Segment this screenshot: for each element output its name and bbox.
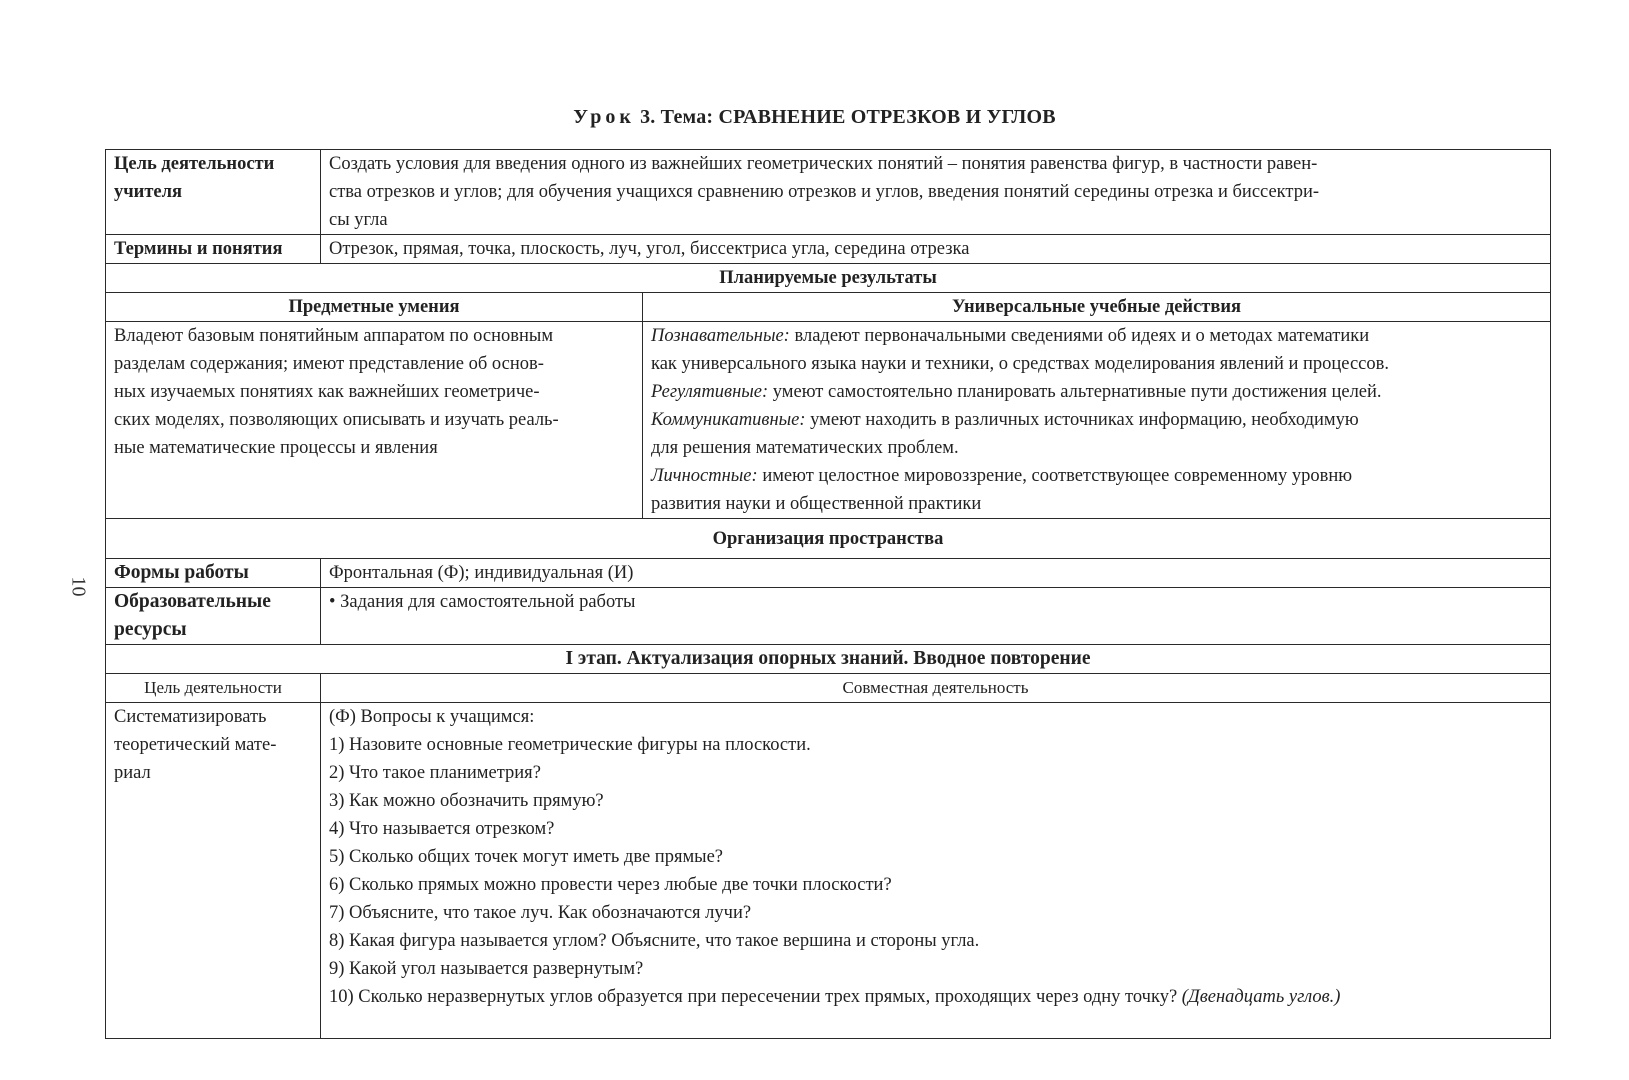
planned-results-header-row: [106, 264, 1551, 293]
stage1-goal-line: теоретический мате-: [114, 735, 277, 755]
stage1-activity-header: Совместная деятельность: [321, 674, 1551, 703]
uud-text: для решения математических проблем.: [651, 438, 959, 458]
question-item: 6) Сколько прямых можно провести через любые две точки плоскости?: [329, 875, 892, 895]
subject-skills-cell: [106, 322, 643, 519]
questions-intro: (Ф) Вопросы к учащимся:: [329, 707, 535, 727]
question-item-last: [329, 983, 1542, 1011]
page-title: [0, 106, 1629, 129]
uud-text: как универсального языка науки и техники, о средствах моделирования явлений и процессов.: [651, 354, 1390, 374]
stage1-header: I этап. Актуализация опорных знаний. Вводное повторение: [106, 645, 1551, 674]
question-item: 4) Что называется отрезком?: [329, 819, 555, 839]
question-item: 2) Что такое планиметрия?: [329, 763, 541, 783]
stage1-activity-cell: [321, 703, 1551, 1039]
resources-label-line2: ресурсы: [114, 619, 187, 640]
stage1-goal-cell: [106, 703, 321, 1039]
question-item: 3) Как можно обозначить прямую?: [329, 791, 604, 811]
uud-regulatory: [651, 378, 1542, 406]
uud-text: имеют целостное мировоззрение, соответствующее современному уровню: [757, 466, 1353, 486]
uud-text: развития науки и общественной практики: [651, 494, 982, 514]
uud-cell: [643, 322, 1551, 519]
goal-row: [106, 150, 1551, 235]
resources-row: [106, 588, 1551, 645]
space-header-row: [106, 519, 1551, 559]
question-text: 10) Сколько неразвернутых углов образуется при пересечении трех прямых, проходящих через одну точку?: [329, 987, 1182, 1007]
subject-skill-line: ных изучаемых понятиях как важнейших геометриче-: [114, 382, 540, 402]
terms-value: Отрезок, прямая, точка, плоскость, луч, угол, биссектриса угла, середина отрезка: [321, 235, 1551, 264]
space-header: Организация пространства: [106, 519, 1551, 559]
question-item: 9) Какой угол называется развернутым?: [329, 959, 644, 979]
goal-label-line1: Цель деятельности: [114, 154, 275, 174]
question-item: 1) Назовите основные геометрические фигуры на плоскости.: [329, 735, 811, 755]
subject-skill-line: ских моделях, позволяющих описывать и изучать реаль-: [114, 410, 559, 430]
uud-label: Коммуникативные:: [651, 410, 806, 430]
stage1-goal-line: риал: [114, 763, 151, 783]
question-answer: (Двенадцать углов.): [1181, 987, 1341, 1007]
planned-results-header: Планируемые результаты: [106, 264, 1551, 293]
stage1-goal-line: Систематизировать: [114, 707, 267, 727]
uud-text: умеют находить в различных источниках информацию, необходимую: [805, 410, 1359, 430]
forms-value: Фронтальная (Ф); индивидуальная (И): [321, 559, 1551, 588]
uud-cognitive: [651, 322, 1542, 350]
title-rest: 3. Тема: СРАВНЕНИЕ ОТРЕЗКОВ И УГЛОВ: [634, 106, 1056, 128]
goal-line: сы угла: [329, 210, 388, 230]
uud-header: Универсальные учебные действия: [643, 293, 1551, 322]
planned-results-columns-row: [106, 293, 1551, 322]
terms-row: [106, 235, 1551, 264]
subject-skills-header: Предметные умения: [106, 293, 643, 322]
resources-value: • Задания для самостоятельной работы: [321, 588, 1551, 645]
uud-label: Регулятивные:: [651, 382, 769, 402]
question-item: 8) Какая фигура называется углом? Объясните, что такое вершина и стороны угла.: [329, 931, 980, 951]
forms-row: [106, 559, 1551, 588]
forms-label: Формы работы: [106, 559, 321, 588]
goal-label-cell: [106, 150, 321, 235]
uud-text: умеют самостоятельно планировать альтернативные пути достижения целей.: [768, 382, 1382, 402]
subject-skill-line: ные математические процессы и явления: [114, 438, 438, 458]
goal-line: Создать условия для введения одного из важнейших геометрических понятий – понятия равенства фигур, в частности равен-: [329, 154, 1318, 174]
lesson-plan-table: [105, 149, 1551, 1039]
question-item: 7) Объясните, что такое луч. Как обозначаются лучи?: [329, 903, 752, 923]
uud-communicative: [651, 406, 1542, 434]
terms-label: Термины и понятия: [106, 235, 321, 264]
stage1-columns-row: [106, 674, 1551, 703]
resources-label-cell: [106, 588, 321, 645]
stage1-goal-header: Цель деятельности: [106, 674, 321, 703]
uud-personal: [651, 462, 1542, 490]
resources-label-line1: Образовательные: [114, 591, 271, 612]
planned-results-content-row: [106, 322, 1551, 519]
title-prefix: Урок: [573, 106, 635, 128]
uud-label: Познавательные:: [651, 326, 790, 346]
uud-label: Личностные:: [651, 466, 758, 486]
stage1-header-row: [106, 645, 1551, 674]
goal-text-cell: [321, 150, 1551, 235]
subject-skill-line: Владеют базовым понятийным аппаратом по основным: [114, 326, 554, 346]
uud-text: владеют первоначальными сведениями об идеях и о методах математики: [789, 326, 1370, 346]
goal-label-line2: учителя: [114, 182, 183, 202]
question-item: 5) Сколько общих точек могут иметь две прямые?: [329, 847, 724, 867]
subject-skill-line: разделам содержания; имеют представление об основ-: [114, 354, 544, 374]
page-number: 10: [67, 576, 90, 597]
stage1-content-row: [106, 703, 1551, 1039]
goal-line: ства отрезков и углов; для обучения учащихся сравнению отрезков и углов, введения понятий середины отрезка и биссектри-: [329, 182, 1320, 202]
